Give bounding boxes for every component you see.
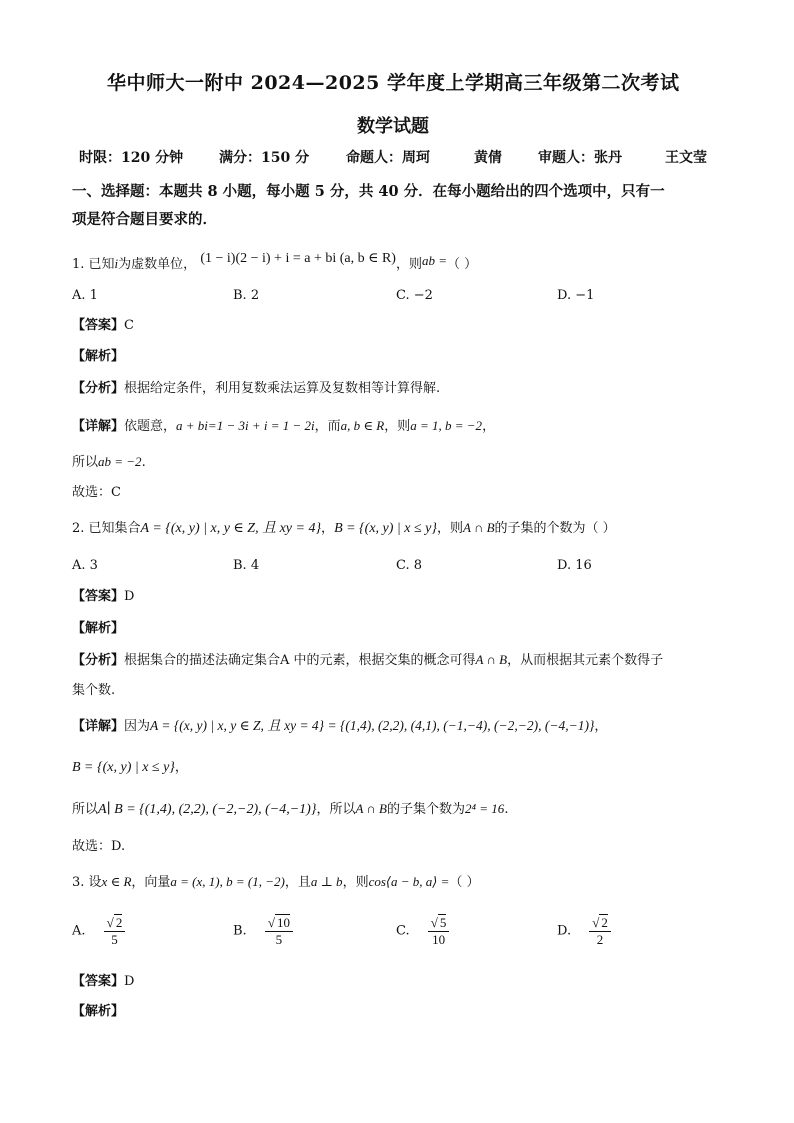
section-heading-cont: 项是符合题目要求的．	[72, 211, 217, 228]
q2-fenxi: 【分析】根据集合的描述法确定集合A 中的元素，根据交集的概念可得A ∩ B，从而根据其元素个数得子	[72, 652, 664, 668]
q2-option-a: A. 3	[72, 558, 98, 573]
q1-option-c: C. −2	[396, 288, 433, 303]
q2-conclusion: 故选：D.	[72, 839, 126, 854]
q1-answer: 【答案】C	[72, 318, 134, 333]
author: 命题人：周珂	[346, 150, 430, 166]
q2-answer: 【答案】D	[72, 589, 135, 604]
q3-option-c: C. $\frac{√ 5}{10}$	[396, 915, 449, 947]
q1-analysis-tag: 【解析】	[72, 349, 125, 364]
q2-option-d: D. 16	[557, 558, 592, 573]
q2-analysis-tag: 【解析】	[72, 621, 125, 636]
q2-detail-3: 所以A∣ B = {(1,4), (2,2), (−2,−2), (−4,−1)}，所以A ∩ B的子集个数为2⁴ = 16.	[72, 801, 509, 817]
q2-fenxi-2: 集个数.	[72, 683, 116, 698]
question-1-stem: 1. 已知i为虚数单位， (1 − i)(2 − i) + i = a + bi (a, b ∈ R)，则ab =（ ）	[72, 251, 478, 272]
author-2: 黄倩	[474, 150, 502, 166]
q2-option-c: C. 8	[396, 558, 423, 573]
q1-detail: 【详解】依题意，a + bi=1 − 3i + i = 1 − 2i，而a, b ∈ R，则a = 1, b = −2，	[72, 418, 496, 434]
time-limit: 时限：120 分钟	[79, 150, 184, 166]
q1-detail-2: 所以ab = −2.	[72, 454, 146, 470]
reviewer-2: 王文莹	[665, 150, 707, 166]
q1-option-a: A. 1	[72, 288, 98, 303]
section-heading: 一、选择题：本题共 8 小题，每小题 5 分，共 40 分．在每小题给出的四个选项中，只有一	[72, 183, 665, 200]
q3-option-d: D. $\frac{√ 2}{2}$	[557, 915, 611, 947]
q1-option-d: D. −1	[557, 288, 595, 303]
exam-subtitle: 数学试题	[357, 116, 429, 137]
q3-option-a: A. $\frac{√ 2}{5}$	[72, 915, 125, 947]
q3-answer: 【答案】D	[72, 974, 135, 989]
question-2-stem: 2. 已知集合A = {(x, y) | x, y ∈ Z, 且 xy = 4}，B = {(x, y) | x ≤ y}，则A ∩ B的子集的个数为（ ）	[72, 520, 616, 536]
q2-detail: 【详解】因为A = {(x, y) | x, y ∈ Z, 且 xy = 4} = {(1,4), (2,2), (4,1), (−1,−4), (−2,−2), (−4,−1)}，	[72, 718, 608, 734]
question-3-stem: 3. 设x ∈ R，向量a = (x, 1), b = (1, −2)，且a ⊥ b，则cos⟨a − b, a⟩ =（ ）	[72, 874, 480, 890]
exam-title: 华中师大一附中 2024—2025 学年度上学期高三年级第二次考试	[107, 72, 680, 94]
reviewer: 审题人：张丹	[538, 150, 622, 166]
full-score: 满分：150 分	[219, 150, 310, 166]
q3-analysis-tag: 【解析】	[72, 1004, 125, 1019]
q1-option-b: B. 2	[233, 288, 260, 303]
q1-conclusion: 故选：C	[72, 485, 121, 500]
q2-option-b: B. 4	[233, 558, 260, 573]
q1-fenxi: 【分析】根据给定条件，利用复数乘法运算及复数相等计算得解.	[72, 381, 441, 396]
q2-detail-2: B = {(x, y) | x ≤ y}，	[72, 760, 188, 775]
q3-option-b: B. $\frac{√ 10}{5}$	[233, 915, 293, 947]
